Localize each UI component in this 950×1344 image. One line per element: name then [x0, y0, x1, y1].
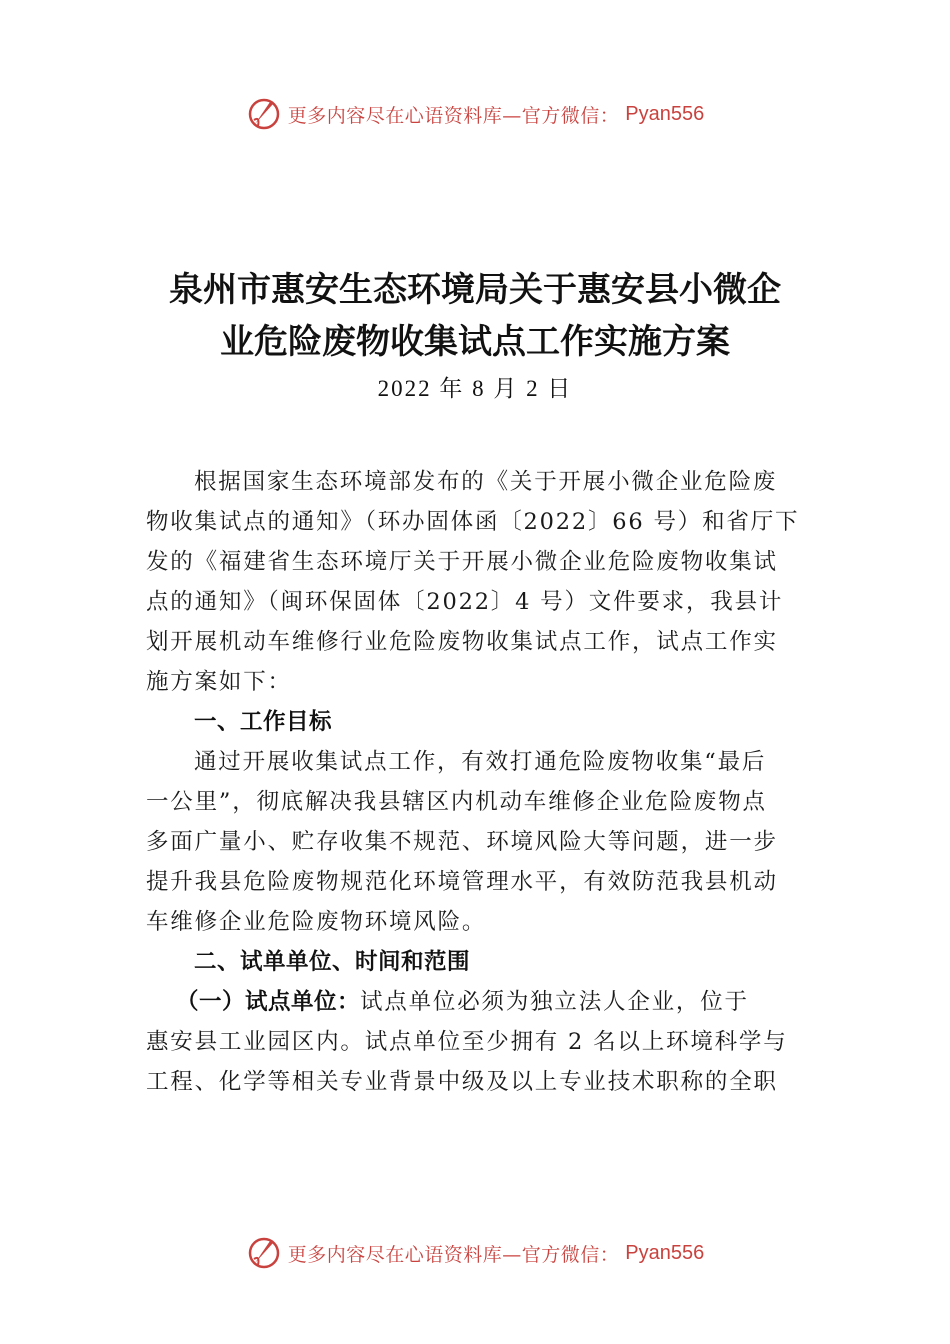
quill-logo-icon	[246, 96, 282, 132]
section-heading-1: 一、工作目标	[194, 709, 333, 735]
body-line: 一公里”，彻底解决我县辖区内机动车维修企业危险废物点	[146, 789, 767, 815]
watermark-text: 更多内容尽在心语资料库—官方微信：	[287, 104, 620, 127]
body-line: 车维修企业危险废物环境风险。	[146, 909, 487, 935]
document-title-line-1: 泉州市惠安生态环境局关于惠安县小微企	[169, 270, 781, 310]
body-line: 提升我县危险废物规范化环境管理水平，有效防范我县机动	[146, 869, 778, 895]
body-line: 工程、化学等相关专业背景中级及以上专业技术职称的全职	[146, 1069, 778, 1095]
document-title-line-2: 业危险废物收集试点工作实施方案	[220, 322, 730, 362]
section-heading-2: 二、试单单位、时间和范围	[194, 949, 471, 975]
document-date: 2022 年 8 月 2 日	[377, 376, 573, 401]
watermark-handle: Pyan556	[625, 1241, 705, 1264]
body-line: 发的《福建省生态环境厅关于开展小微企业危险废物收集试	[146, 549, 778, 575]
body-line: 物收集试点的通知》（环办固体函〔2022〕66 号）和省厅下	[146, 509, 800, 535]
body-line: 根据国家生态环境部发布的《关于开展小微企业危险废	[194, 469, 778, 495]
body-line: 点的通知》（闽环保固体〔2022〕4 号）文件要求，我县计	[146, 589, 784, 615]
watermark-text: 更多内容尽在心语资料库—官方微信：	[287, 1243, 620, 1266]
watermark-handle: Pyan556	[625, 102, 705, 125]
footer-watermark	[0, 1233, 950, 1273]
body-line: 划开展机动车维修行业危险废物收集试点工作，试点工作实	[146, 629, 778, 655]
subsection-label: （一）试点单位：	[176, 989, 361, 1015]
subsection-line	[146, 982, 810, 1022]
subsection-text: 试点单位必须为独立法人企业，位于	[360, 989, 749, 1015]
body-line: 施方案如下：	[146, 669, 292, 695]
header-watermark	[0, 94, 950, 134]
quill-logo-icon	[246, 1235, 282, 1271]
document-body	[146, 462, 810, 1102]
body-line: 通过开展收集试点工作，有效打通危险废物收集“最后	[194, 749, 767, 775]
body-line: 多面广量小、贮存收集不规范、环境风险大等问题，进一步	[146, 829, 778, 855]
body-line: 惠安县工业园区内。试点单位至少拥有 2 名以上环境科学与	[146, 1029, 788, 1055]
